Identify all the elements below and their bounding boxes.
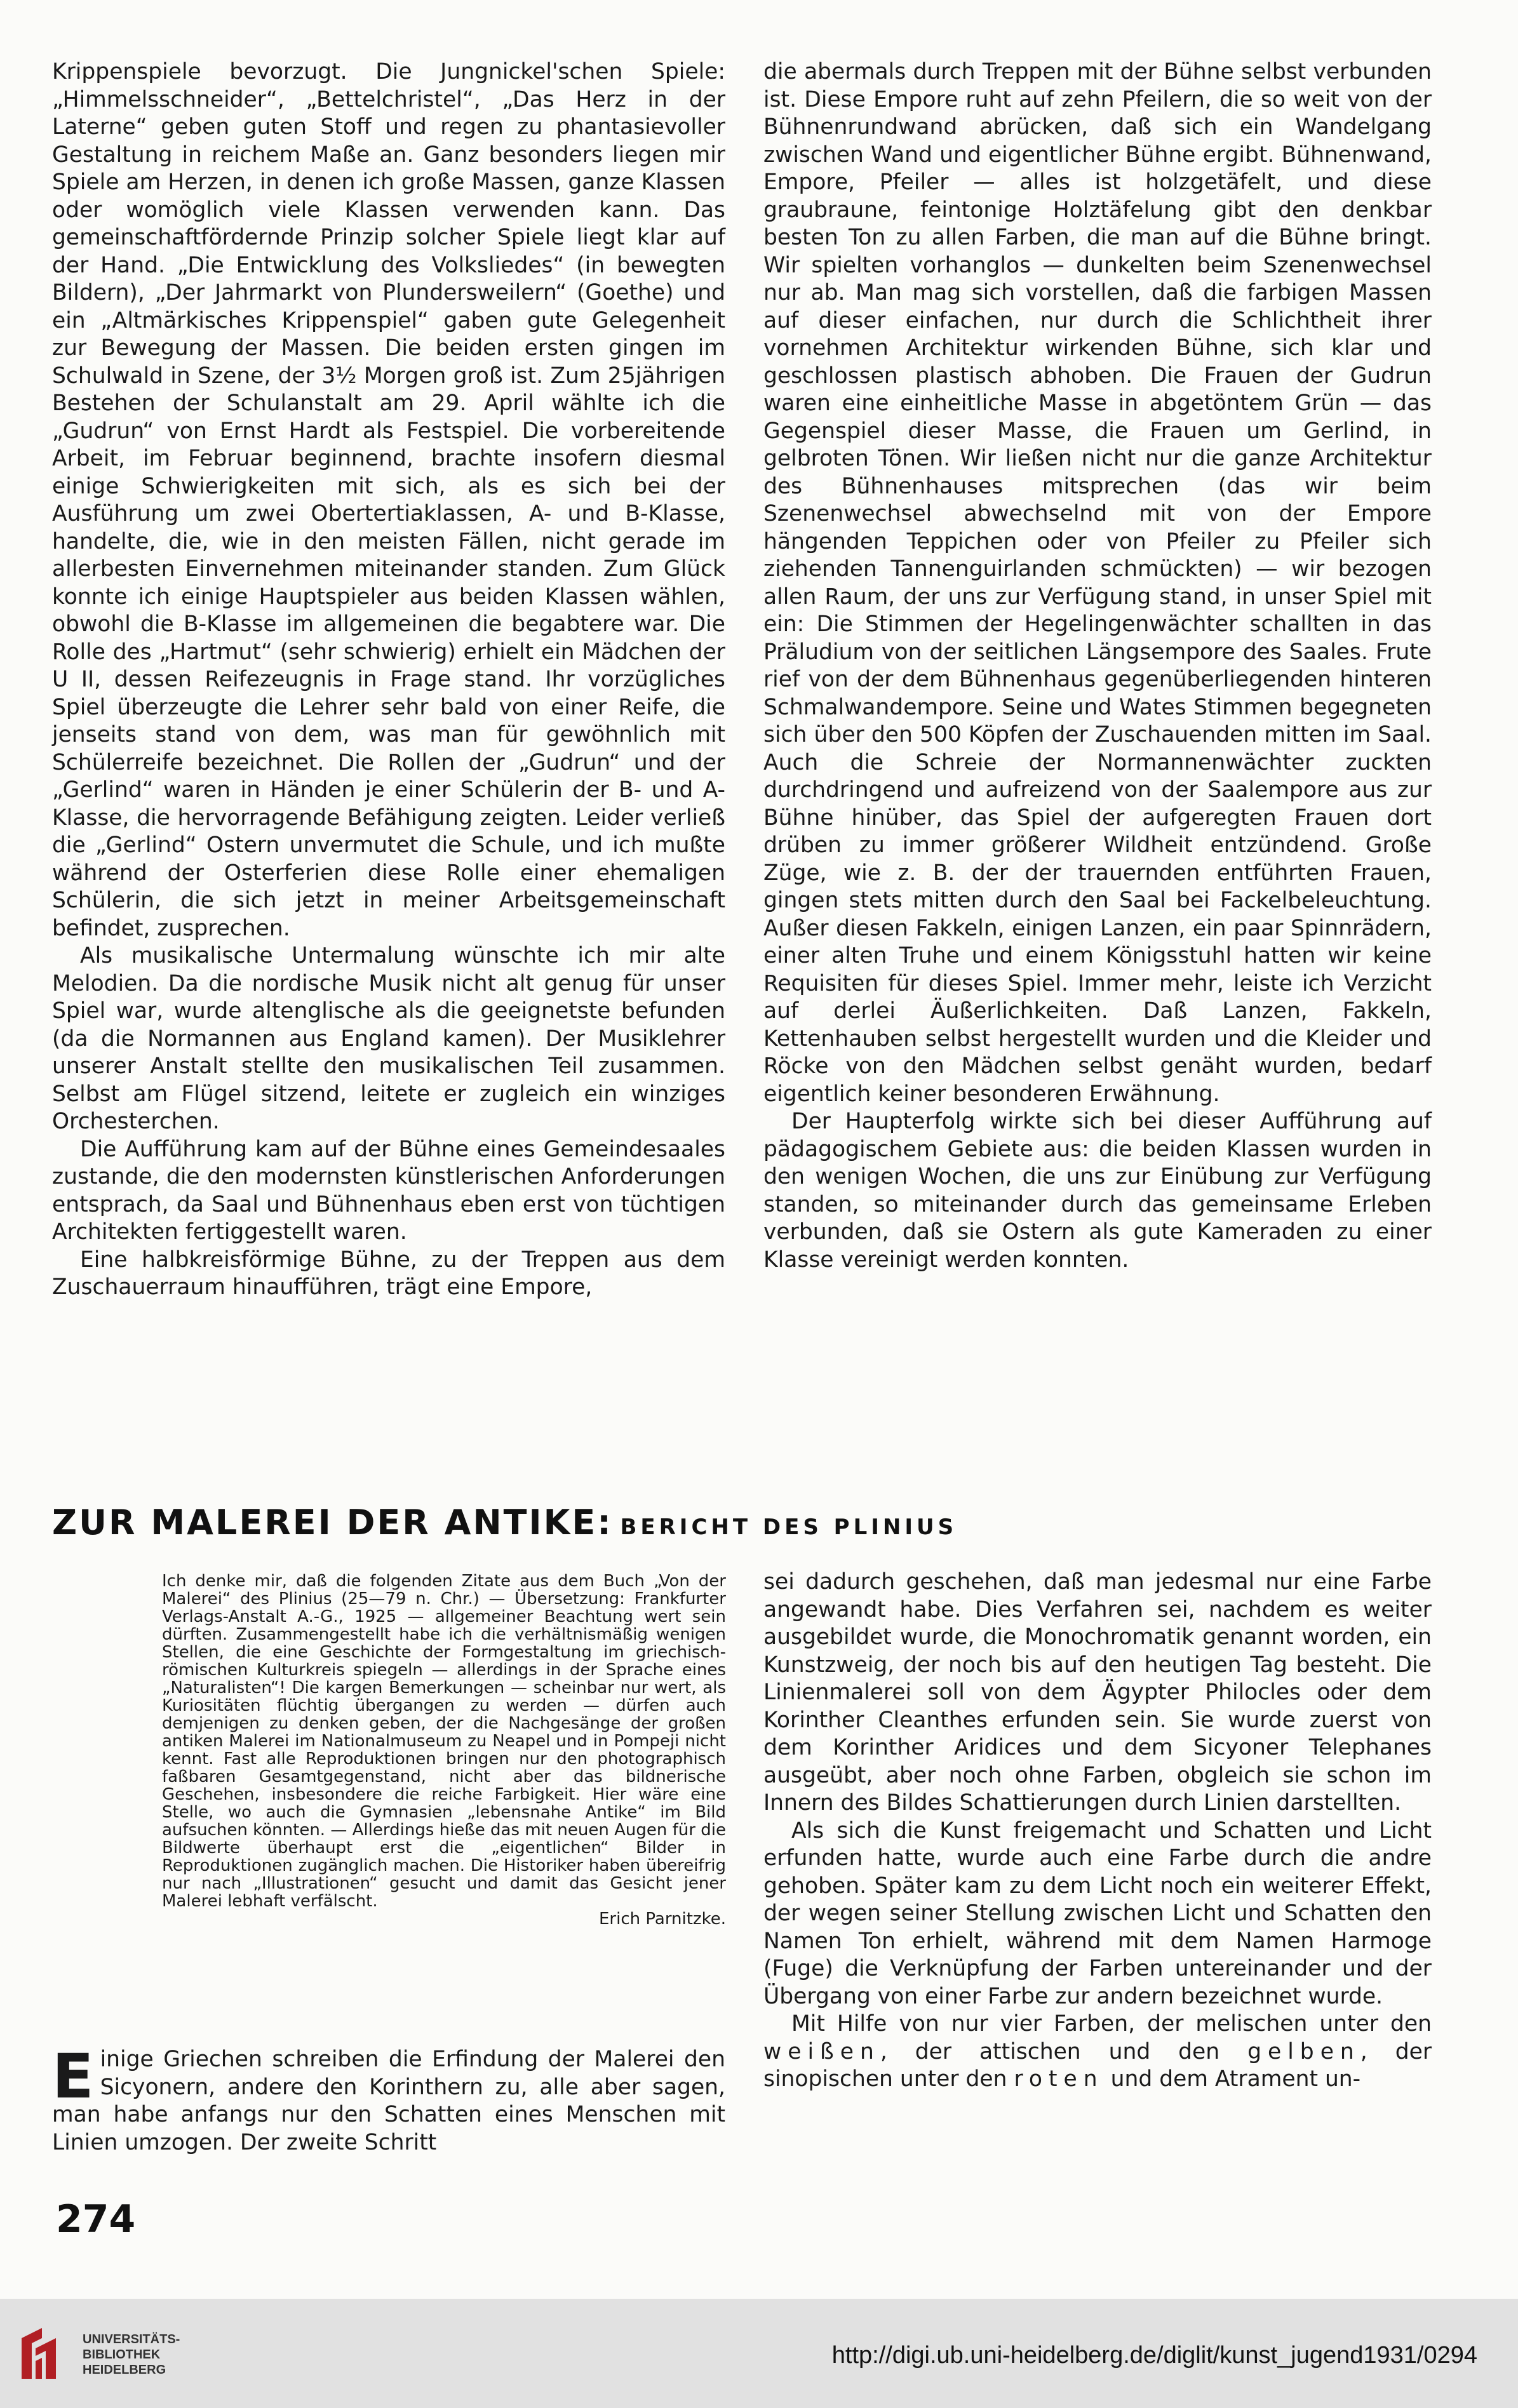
spaced-word: roten — [1014, 2066, 1104, 2092]
paragraph: Krippenspiele bevorzugt. Die Jungnickel'schen Spiele: „Himmelsschneider“, „Bettelchristel“, „Das Herz in der Laterne“ geben guten Stoff und regen zu phantasievoller Gestaltung in reichem Maße an. Ganz besonders liegen mir Spiele am Herzen, in denen ich große Massen, ganze Klassen oder womöglich viele Klassen verwenden kann. Das gemeinschaftfördernde Prinzip solcher Spiele liegt klar auf der Hand. „Die Entwicklung des Volksliedes“ (in bewegten Bildern), „Der Jahrmarkt von Plundersweilern“ (Goethe) und ein „Altmärkisches Krippenspiel“ gaben gute Gelegenheit zur Bewegung der Massen. Die beiden ersten gingen im Schulwald in Szene, der 3½ Morgen groß ist. Zum 25jährigen Bestehen der Schulanstalt am 29. April wählte ich die „Gudrun“ von Ernst Hardt als Festspiel. Die vorbereitende Arbeit, im Februar beginnend, brachte insofern diesmal einige Schwierigkeiten mit sich, als es sich bei der Ausführung um zwei Obertertiaklassen, A- und B-Klasse, handelte, die, wie in den meisten Fällen, nicht gerade im allerbesten Einvernehmen miteinander standen. Zum Glück konnte ich einige Hauptspieler aus beiden Klassen wählen, obwohl die B-Klasse im allgemeinen die begabtere war. Die Rolle des „Hartmut“ (sehr schwierig) erhielt ein Mädchen der U II, dessen Reifezeugnis in Frage stand. Ihr vorzügliches Spiel überzeugte die Lehrer sehr bald von einer Reife, die jenseits stand von dem, was man für gewöhnlich mit Schülerreife bezeichnet. Die Rollen der „Gudrun“ und der „Gerlind“ waren in Händen je einer Schülerin der B- und A-Klasse, die hervorragende Befähigung zeigten. Leider verließ die „Gerlind“ Ostern unvermutet die Schule, und ich mußte während der Osterferien diese Rolle einer ehemaligen Schülerin, die sich jetzt in meiner Arbeitsgemeinschaft befindet, zusprechen. — [52, 59, 725, 941]
text-run: , der sinopischen unter den — [763, 2038, 1432, 2092]
text-run: und dem Atrament un- — [1110, 2066, 1361, 2092]
library-name[interactable] — [83, 2332, 180, 2378]
article-right-column — [763, 1569, 1432, 2094]
page-number: 274 — [56, 2197, 136, 2242]
library-logo-icon[interactable] — [17, 2325, 65, 2381]
library-line: HEIDELBERG — [83, 2363, 166, 2377]
intro-note-text: Ich denke mir, daß die folgenden Zitate aus dem Buch „Von der Malerei“ des Plinius (25—79 n. Chr.) — Übersetzung: Frankfurter Verlags-Anstalt A.-G., 1925 — allgemeiner Beachtung wert sein dürften. Zusammengestellt habe ich die verhältnismäßig wenigen Stellen, die eine Geschichte der Formgestaltung im griechisch-römischen Kulturkreis spiegeln — allerdings in der Sprache eines „Naturalisten“! Die kargen Bemerkungen — scheinbar nur wert, als Kuriositäten flüchtig übergangen zu werden — dürfen auch demjenigen zu denken geben, der die Nachgesänge der großen antiken Malerei im Nationalmuseum zu Neapel und in Pompeji nicht kennt. Fast alle Reproduktionen bringen nur den photographisch faßbaren Gesamtgegenstand, nicht aber das bildnerische Geschehen, insbesondere die reiche Farbigkeit. Hier wäre eine Stelle, wo auch die Gymnasien „lebensnahe Antike“ im Bild aufsuchen könnten. — Allerdings hieße das mit neuen Augen für die Bildwerte überhaupt erst die „eigentlichen“ Bilder in Reproduktionen zugänglich machen. Die Historiker haben übereifrig nur nach „Illustrationen“ gesucht und damit das Gesicht jener Malerei lebhaft verfälscht. — [162, 1572, 726, 1911]
paragraph: Als sich die Kunst freigemacht und Schatten und Licht erfunden hatte, wurde auch eine Farbe durch die andre gehoben. Später kam zu dem Licht noch ein weiterer Effekt, der wegen seiner Stellung zwischen Licht und Schatten den Namen Ton erhielt, während mit dem Namen Harmoge (Fuge) die Verknüpfung der Farben untereinander und der Übergang von einer Farbe zur andern bezeichnet wurde. — [763, 1817, 1432, 2009]
right-column-text — [763, 58, 1432, 1274]
paragraph — [763, 2010, 1432, 2094]
heading-title: ZUR MALEREI DER ANTIKE: — [52, 1502, 613, 1542]
text-run: , der attischen und den — [880, 2038, 1220, 2064]
article-heading — [52, 1502, 1449, 1542]
library-line: BIBLIOTHEK — [83, 2348, 161, 2362]
paragraph: Eine halbkreisförmige Bühne, zu der Treppen aus dem Zuschauerraum hinaufführen, trägt eine Empore, — [52, 1247, 725, 1300]
paragraph: Der Haupterfolg wirkte sich bei dieser Aufführung auf pädagogischem Gebiete aus: die beiden Klassen wurden in den wenigen Wochen, die uns zur Einübung zur Verfügung standen, so miteinander durch das gemeinsame Erleben verbunden, daß sie Ostern als gute Kameraden zu einer Klasse vereinigt werden konnten. — [763, 1109, 1432, 1273]
paragraph: inige Griechen schreiben die Erfindung der Malerei den Sicyonern, andere den Korinthern zu, alle aber sagen, man habe anfangs nur den Schatten eines Menschen mit Linien umzogen. Der zweite Schritt — [52, 2047, 725, 2155]
heading-subtitle: BERICHT DES PLINIUS — [620, 1515, 958, 1540]
text-run: Mit Hilfe von nur vier Farben, der melischen unter den — [791, 2011, 1432, 2037]
article-left-column — [52, 2041, 725, 2157]
intro-signature: Erich Parnitzke. — [599, 1910, 726, 1929]
paragraph: sei dadurch geschehen, daß man jedesmal nur eine Farbe angewandt habe. Dies Verfahren sei, nachdem es weiter ausgebildet wurde, die Monochromatik genannt worden, ein Kunstzweig, der noch bis auf den heutigen Tag besteht. Die Linienmalerei soll von dem Ägypter Philocles oder dem Korinther Cleanthes erfunden sein. Sie wurde zuerst von dem Korinther Aridices und dem Sicyoner Telephanes ausgeübt, aber noch ohne Farben, obgleich sie schon im Innern des Bildes Schattierungen durch Linien darstellten. — [763, 1569, 1432, 1816]
paragraph: Die Aufführung kam auf der Bühne eines Gemeindesaales zustande, die den modernsten künstlerischen Anforderungen entsprach, da Saal und Bühnenhaus eben erst von tüchtigen Architekten fertiggestellt waren. — [52, 1136, 725, 1245]
spaced-word: weißen — [763, 2038, 880, 2064]
spaced-word: gelben — [1247, 2038, 1360, 2064]
left-column-text — [52, 58, 725, 1302]
drop-cap: E — [52, 2041, 94, 2112]
footer-bar — [0, 2299, 1518, 2408]
paragraph: Als musikalische Untermalung wünschte ich mir alte Melodien. Da die nordische Musik nicht alt genug für unser Spiel war, wurde altenglische als die geeignetste befunden (da die Normannen aus England kamen). Der Musiklehrer unserer Anstalt stellte den musikalischen Teil zusammen. Selbst am Flügel sitzend, leitete er zugleich ein winziges Orchesterchen. — [52, 943, 725, 1134]
paragraph: die abermals durch Treppen mit der Bühne selbst verbunden ist. Diese Empore ruht auf zehn Pfeilern, die so weit von der Bühnenrundwand abrücken, daß sich ein Wandelgang zwischen Wand und eigentlicher Bühne ergibt. Bühnenwand, Empore, Pfeiler — alles ist holzgetäfelt, und diese graubraune, feintonige Holztäfelung gibt den denkbar besten Ton zu allen Farben, die man auf die Bühne bringt. Wir spielten vorhanglos — dunkelten beim Szenenwechsel nur ab. Man mag sich vorstellen, daß die farbigen Massen auf dieser einfachen, nur durch die Schlichtheit ihrer vornehmen Architektur wirkenden Bühne, sich klar und geschlossen plastisch abhoben. Die Frauen der Gudrun waren eine einheitliche Masse in abgetöntem Grün — das Gegenspiel dieser Masse, die Frauen um Gerlind, in gelbroten Tönen. Wir ließen nicht nur die ganze Architektur des Bühnenhauses mitsprechen (das wir beim Szenenwechsel abwechselnd mit von der Empore hängenden Teppichen oder von Pfeiler zu Pfeiler sich ziehenden Tannenguirlanden schmückten) — wir bezogen allen Raum, der uns zur Verfügung stand, in unser Spiel mit ein: Die Stimmen der Hegelingenwächter schallten in das Präludium von der seitlichen Längsempore des Saales. Frute rief von der dem Bühnenhaus gegenüberliegenden hinteren Schmalwandempore. Seine und Wates Stimmen begegneten sich über den 500 Köpfen der Zuschauenden mitten im Saal. Auch die Schreie der Normannenwächter zuckten durchdringend und aufreizend von der Saalempore aus zur Bühne hinüber, das Spiel der aufgeregten Frauen dort drüben zu immer größerer Wildheit entzündend. Große Züge, wie z. B. der der trauernden entführten Frauen, gingen stets mitten durch den Saal bei Fackelbeleuchtung. Außer diesen Fakkeln, einigen Lanzen, ein paar Spinnrädern, einer alten Truhe und einem Königsstuhl hatten wir keine Requisiten für dieses Spiel. Immer mehr, leiste ich Verzicht auf derlei Äußerlichkeiten. Daß Lanzen, Fakkeln, Kettenhauben selbst hergestellt wurden und die Kleider und Röcke von den Mädchen selbst genäht wurden, bedarf eigentlich keiner besonderen Erwähnung. — [763, 59, 1432, 1107]
library-line: UNIVERSITÄTS- — [83, 2332, 180, 2346]
intro-note — [162, 1572, 726, 1928]
source-url-link[interactable]: http://digi.ub.uni-heidelberg.de/diglit/kunst_jugend1931/0294 — [831, 2342, 1477, 2369]
